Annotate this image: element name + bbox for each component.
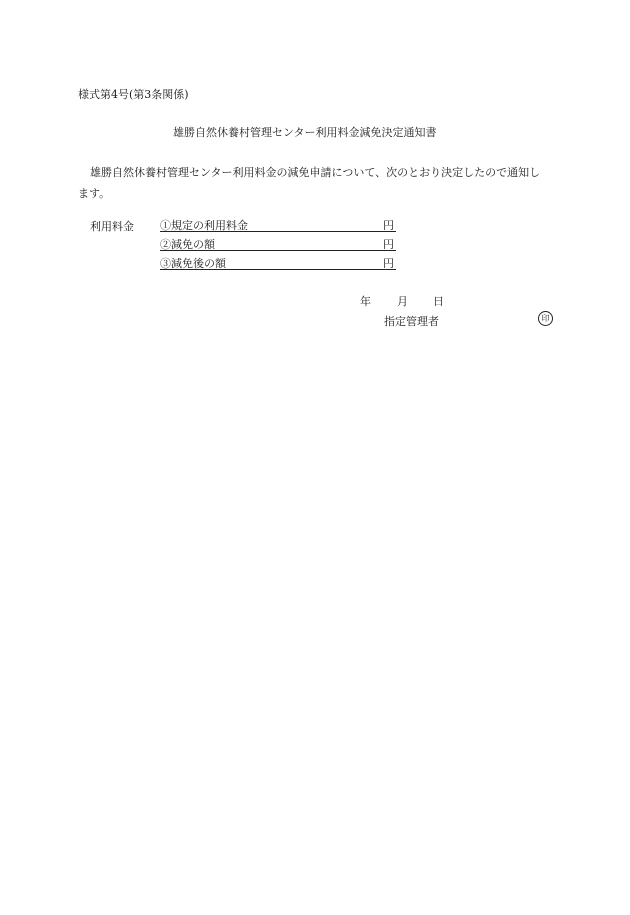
fee-row-label: ③減免後の額 — [160, 257, 226, 270]
fee-row-after-reduction — [160, 255, 396, 270]
yen-unit: 円 — [383, 238, 394, 251]
fee-row-label: ①規定の利用料金 — [160, 219, 248, 232]
fee-row-label: ②減免の額 — [160, 238, 215, 251]
fee-row-reduction — [160, 236, 396, 251]
date-year: 年 — [360, 295, 371, 308]
seal-mark: 印 — [538, 311, 553, 326]
date-month: 月 — [397, 295, 408, 308]
body-paragraph: 雄勝自然休養村管理センター利用料金の減免申請について、次のとおり決定したので通知します。 — [78, 166, 541, 200]
fee-section-label: 利用料金 — [90, 220, 134, 233]
form-number: 様式第4号(第3条関係) — [78, 88, 189, 101]
document-title: 雄勝自然休養村管理センター利用料金減免決定通知書 — [173, 126, 437, 139]
yen-unit: 円 — [383, 219, 394, 232]
designated-manager-label: 指定管理者 — [384, 315, 439, 328]
yen-unit: 円 — [383, 257, 394, 270]
fee-row-standard — [160, 217, 396, 232]
date-day: 日 — [433, 295, 444, 308]
